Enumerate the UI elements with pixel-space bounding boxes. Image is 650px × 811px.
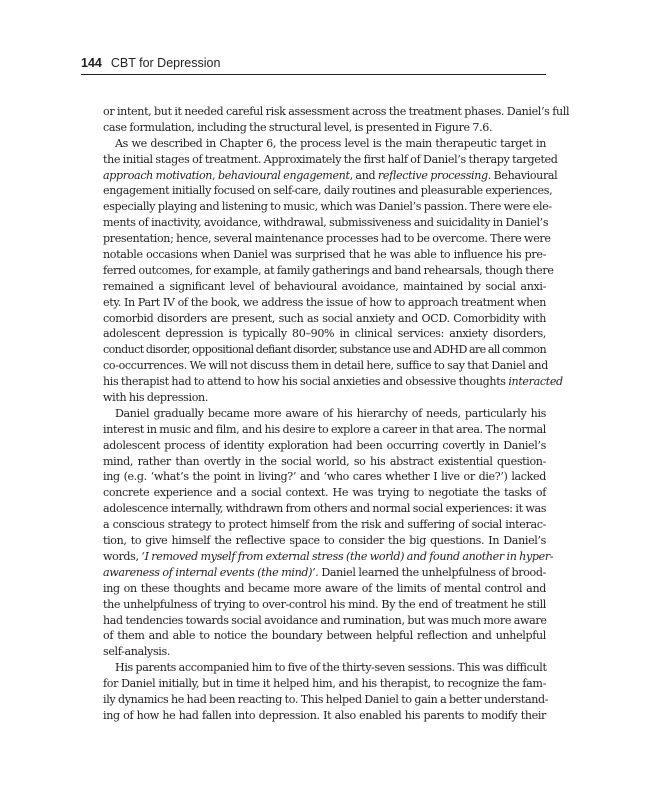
text-line (103, 581, 546, 597)
text-run: or intent, but it needed careful risk assessment across the treatment phases. Daniel’s full (103, 105, 570, 118)
text-line (103, 183, 553, 199)
text-run: comorbid disorders are present, such as social anxiety and OCD. Comorbidity with (103, 311, 546, 325)
text-line (103, 374, 563, 390)
text-run: , and (349, 168, 378, 182)
text-run: a conscious strategy to protect himself from the risk and suffering of social interac- (103, 518, 546, 532)
text-run: ferred outcomes, for example, at family gatherings and band rehearsals, though there (103, 263, 554, 277)
text-run: his therapist had to attend to how his social anxieties and obsessive thoughts (103, 375, 509, 389)
text-run: ety. In Part IV of the book, we address the issue of how to approach treatment when (103, 295, 546, 309)
text-run: Daniel gradually became more aware of his hierarchy of needs, particularly his (115, 406, 546, 420)
text-line (103, 597, 546, 613)
text-run: adolescent process of identity exploration had been occurring covertly in Daniel’s (103, 438, 546, 452)
text-run: notable occasions when Daniel was surprised that he was able to influence his pre- (103, 248, 546, 262)
running-header (81, 56, 546, 70)
text-run: ing on these thoughts and became more aware of the limits of mental control and (103, 581, 546, 595)
body-text (103, 104, 570, 724)
text-run: of them and able to notice the boundary between helpful reflection and unhelpful (103, 629, 546, 643)
text-line (103, 279, 546, 295)
text-run: . Behavioural (487, 168, 558, 182)
text-line (103, 469, 546, 485)
text-run: the initial stages of treatment. Approximately the first half of Daniel’s therapy targeted (103, 152, 558, 166)
text-line (103, 136, 546, 152)
text-line (103, 231, 551, 247)
text-line (103, 613, 546, 629)
text-line (103, 708, 546, 724)
text-line (103, 406, 546, 422)
text-line (103, 549, 554, 565)
italic-run: approach motivation (103, 168, 213, 182)
text-run: engagement initially focused on self-care, daily routines and pleasurable experiences, (103, 184, 553, 198)
text-run: His parents accompanied him to five of the thirty-seven sessions. This was difficult (115, 661, 547, 675)
text-line (103, 120, 546, 136)
text-run: ing of how he had fallen into depression. It also enabled his parents to modify their (103, 708, 546, 722)
text-run: with his depression. (103, 391, 209, 405)
text-line (103, 342, 546, 358)
text-run: self-analysis. (103, 645, 171, 659)
text-line (103, 422, 546, 438)
text-run: adolescence internally, withdrawn from others and normal social experiences: it was (103, 502, 547, 516)
text-line (103, 660, 546, 676)
text-run: had tendencies towards social avoidance and rumination, but was much more aware (103, 613, 547, 627)
text-run: especially playing and listening to music, which was Daniel’s passion. There were ele- (103, 200, 552, 214)
text-line (103, 565, 546, 581)
italic-run: interacted (508, 375, 563, 389)
text-line (103, 501, 546, 517)
text-line (103, 247, 546, 263)
text-line (103, 692, 549, 708)
text-run: mind, rather than overtly in the social world, so his abstract existential question- (103, 454, 546, 468)
text-line (103, 168, 558, 184)
text-run: co-occurrences. We will not discuss them in detail here, suffice to say that Daniel and (103, 359, 548, 373)
text-line (103, 676, 546, 692)
text-run: interest in music and film, and his desire to explore a career in that area. The normal (103, 422, 546, 436)
text-run: concrete experience and a social context. He was trying to negotiate the tasks of (103, 486, 546, 500)
text-line (103, 485, 546, 501)
text-line (103, 454, 546, 470)
text-line (103, 628, 546, 644)
text-run: ily dynamics he had been reacting to. This helped Daniel to gain a better understand- (103, 692, 549, 706)
text-line (103, 517, 546, 533)
text-run: tion, to give himself the reflective space to consider the big questions. In Daniel’s (103, 534, 546, 548)
text-run: Daniel learned the unhelpfulness of brood- (318, 565, 546, 579)
running-title: CBT for Depression (110, 56, 221, 70)
page-number: 144 (81, 56, 102, 70)
italic-run: behavioural engagement (217, 168, 350, 182)
text-run: adolescent depression is typically 80–90% in clinical services: anxiety disorders, (103, 327, 546, 341)
text-line (103, 199, 552, 215)
text-run: conduct disorder, oppositional defiant disorder, substance use and ADHD are all common (103, 343, 546, 357)
text-run: for Daniel initially, but in time it helped him, and his therapist, to recognize the fam- (103, 677, 546, 691)
text-line (103, 358, 546, 374)
italic-run: reflective processing (377, 168, 488, 182)
text-run: the unhelpfulness of trying to over-control his mind. By the end of treatment he still (103, 597, 546, 611)
text-line (103, 438, 546, 454)
text-run: words, (103, 549, 142, 563)
text-line (103, 104, 570, 120)
text-line (103, 326, 546, 342)
text-run: ments of inactivity, avoidance, withdrawal, submissiveness and suicidality in Daniel’s (103, 216, 549, 230)
italic-run: ‘I removed myself from external stress (the world) and found another in hyper- (141, 549, 554, 563)
text-run: remained a significant level of behavioural avoidance, maintained by social anxi- (103, 279, 546, 293)
text-run: , (212, 168, 218, 182)
text-line (103, 311, 546, 327)
text-run: case formulation, including the structural level, is presented in Figure 7.6. (103, 120, 493, 134)
text-line (103, 215, 549, 231)
text-line (103, 533, 546, 549)
text-line (103, 263, 554, 279)
header-rule (81, 74, 546, 75)
text-line (103, 152, 558, 168)
text-line (103, 644, 546, 660)
text-run: ing (e.g. ‘what’s the point in living?’ and ‘who cares whether I live or die?’) lacked (103, 470, 546, 484)
text-run: presentation; hence, several maintenance processes had to be overcome. There were (103, 232, 551, 246)
italic-run: awareness of internal events (the mind)’. (103, 565, 319, 579)
text-line (103, 390, 546, 406)
text-run: As we described in Chapter 6, the process level is the main therapeutic target in (115, 136, 546, 150)
text-line (103, 295, 546, 311)
